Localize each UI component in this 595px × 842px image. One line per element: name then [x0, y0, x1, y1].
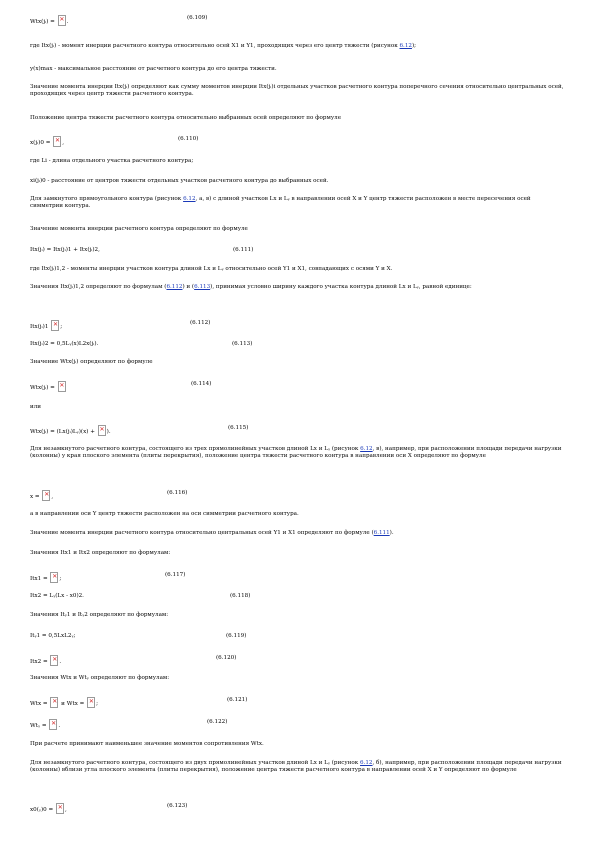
text-segment: . [66, 19, 69, 25]
text-line [30, 178, 328, 185]
text-line [30, 381, 550, 392]
text-line [30, 675, 169, 682]
text-segment: ; [59, 576, 62, 582]
text-line [30, 612, 168, 619]
text-segment: Для незамкнутого расчетного контура, состоящего из двух прямолинейных участков длиной Lx и Lᵧ (рисунок [30, 760, 361, 766]
text-segment: Значения Itx(jᵢ)1,2 определяют по формулам ( [30, 284, 167, 290]
equation-number: (6.113) [232, 341, 253, 347]
text-segment: где Itx(jᵢ) - момент инерции расчетного контура относительно осей X1 и Y1, проходящих через его центр тяжести (рисунок [30, 43, 400, 49]
equation-number: (6.114) [191, 381, 212, 387]
paragraph [30, 196, 565, 210]
text-segment: Itᵧ1 = 0,5LxL2ᵧ; [30, 633, 76, 639]
text-line [30, 158, 193, 165]
broken-image-icon [50, 655, 58, 666]
paragraph [30, 84, 565, 98]
text-segment: Значения Itᵧ1 и Itᵧ2 определяют по формулам: [30, 612, 169, 618]
text-segment: , а, в) с длиной участков Lx и Lᵧ в направлении осей X и Y центр тяжести расположен в месте пересечения осей симметрии контура. [30, 196, 531, 209]
text-segment: Itx(jᵢ)1 [30, 324, 51, 330]
equation-number: (6.119) [226, 633, 247, 639]
text-segment: и Wtx = [59, 701, 87, 707]
text-segment: Itx2 = Lᵧ(Lx - x0)2. [30, 593, 84, 599]
text-segment: ) и ( [182, 284, 195, 290]
text-segment: Значение момента инерции Itx(jᵢ) определяют как сумму моментов инерции Itx(jᵢ)i отдельных участков расчетного контура поперечного сечения относительно центральных осей, проходящих через центр тяжести расчетного контура. [30, 84, 564, 97]
text-line [30, 136, 550, 147]
text-line [30, 593, 550, 600]
text-line [30, 115, 341, 122]
equation-number: (6.110) [178, 136, 199, 142]
text-segment: Положение центра тяжести расчетного контура относительно выбранных осей определяют по формуле [30, 115, 342, 121]
text-segment: x = [30, 494, 42, 500]
text-segment: ). [389, 530, 394, 536]
text-segment: , в), например, при расположении площади передачи нагрузки (колонны) у края плоского элемента (плиты перекрытия), положение центра тяжести расчетного контура в направлении оси X определяют по формуле [30, 446, 562, 459]
text-segment: ). [106, 429, 111, 435]
text-line [30, 226, 248, 233]
text-segment: Значения Itx1 и Itx2 определяют по формулам: [30, 550, 171, 556]
text-segment: ), принимая условно ширину каждого участка контура длиной Lx и Lᵧ, равной единице: [210, 284, 472, 290]
text-segment: Значение момента инерции расчетного контура определяют по формуле [30, 226, 248, 232]
figure-reference-link[interactable]: 6.12 [399, 43, 412, 49]
text-line [30, 359, 153, 366]
figure-reference-link[interactable]: 6.112 [166, 284, 183, 290]
text-segment: ); [411, 43, 417, 49]
paragraph [30, 284, 565, 291]
broken-image-icon [53, 136, 61, 147]
broken-image-icon [42, 490, 50, 501]
text-segment: Wtx(jᵢ) = (Lx(jᵢ)Lᵧ)(x) + [30, 429, 97, 435]
text-line [30, 741, 264, 748]
broken-image-icon [87, 697, 95, 708]
text-segment: Itx1 = [30, 576, 50, 582]
text-line [30, 341, 550, 348]
figure-reference-link[interactable]: 6.12 [360, 446, 373, 452]
paragraph [30, 446, 565, 460]
text-line [30, 572, 550, 583]
text-segment: Itx(jᵢ)2 = 0,5Lᵧ(x)L2x(jᵢ). [30, 341, 99, 347]
text-segment: . [58, 723, 61, 729]
figure-reference-link[interactable]: 6.113 [194, 284, 211, 290]
text-segment: Wtx = [30, 701, 50, 707]
text-segment: , [51, 494, 54, 500]
broken-image-icon [51, 320, 59, 331]
equation-number: (6.122) [207, 719, 228, 725]
text-line [30, 655, 550, 666]
figure-reference-link[interactable]: 6.12 [183, 196, 196, 202]
text-segment: где Itx(jᵢ)1,2 - моменты инерции участков контура длиной Lx и Lᵧ относительно осей Y1 и X1, совпадающих с осями Y и X. [30, 266, 393, 272]
broken-image-icon [98, 425, 106, 436]
text-segment: а в направлении оси Y центр тяжести расположен на оси симметрии расчетного контура. [30, 511, 299, 517]
equation-number: (6.120) [216, 655, 237, 661]
text-line [30, 266, 392, 273]
broken-image-icon [56, 803, 64, 814]
text-segment: y(x)max - максимальное расстояние от расчетного контура до его центра тяжести. [30, 66, 277, 72]
text-segment: Wtx(jᵢ) = [30, 19, 57, 25]
figure-reference-link[interactable]: 6.12 [360, 760, 373, 766]
text-line [30, 719, 550, 730]
text-segment: ; [60, 324, 63, 330]
text-line [30, 633, 550, 640]
text-segment: где Li - длина отдельного участка расчетного контура; [30, 158, 194, 164]
equation-number: (6.121) [227, 697, 248, 703]
equation-number: (6.109) [187, 15, 208, 21]
text-segment: , [62, 140, 64, 146]
text-segment: xi(jᵢ)0 - расстояние от центров тяжести отдельных участков расчетного контура до выбранных осей. [30, 178, 329, 184]
paragraph [30, 760, 565, 774]
text-segment: x(jᵢ)0 = [30, 140, 53, 146]
text-segment: Значения Wtx и Wtᵧ определяют по формулам: [30, 675, 170, 681]
figure-reference-link[interactable]: 6.111 [373, 530, 390, 536]
text-line [30, 803, 550, 814]
equation-number: (6.111) [233, 247, 254, 253]
text-segment: . [59, 659, 62, 665]
text-line [30, 404, 41, 411]
text-line [30, 530, 394, 537]
text-segment: Для замкнутого прямоугольного контура (рисунок [30, 196, 184, 202]
equation-number: (6.115) [228, 425, 249, 431]
text-line [30, 425, 550, 436]
equation-number: (6.117) [165, 572, 186, 578]
broken-image-icon [50, 697, 58, 708]
text-line [30, 511, 299, 518]
text-segment: ; [96, 701, 98, 707]
equation-number: (6.118) [230, 593, 251, 599]
text-line [30, 247, 550, 254]
text-segment: Для незамкнутого расчетного контура, состоящего из трех прямолинейных участков длиной Lx и Lᵧ (рисунок [30, 446, 361, 452]
text-segment: , [65, 807, 67, 813]
text-line [30, 43, 416, 50]
text-segment: Itx2 = [30, 659, 50, 665]
equation-number: (6.116) [167, 490, 188, 496]
text-line [30, 490, 550, 501]
text-segment: Wtᵧ = [30, 723, 49, 729]
text-line [30, 697, 550, 708]
text-segment: Itx(jᵢ) = Itx(jᵢ)1 + Itx(jᵢ)2, [30, 247, 100, 253]
text-segment: При расчете принимают наименьшее значение моментов сопротивления Wtx. [30, 741, 264, 747]
equation-number: (6.112) [190, 320, 211, 326]
text-line [30, 15, 550, 26]
text-segment: x0(ᵧ)0 = [30, 807, 55, 813]
text-segment: Значение момента инерции расчетного контура относительно центральных осей Y1 и X1 определяют по формуле ( [30, 530, 374, 536]
broken-image-icon [58, 15, 66, 26]
text-segment: или [30, 404, 42, 410]
text-segment: Значение Wtx(jᵢ) определяют по формуле [30, 359, 153, 365]
broken-image-icon [58, 381, 66, 392]
text-line [30, 550, 170, 557]
text-segment: , б), например, при расположении площади передачи нагрузки (колонны) вблизи угла плоского элемента (плиты перекрытия), положение центра тяжести расчетного контура в направлении осей X и Y определяют по формуле [30, 760, 562, 773]
text-line [30, 320, 550, 331]
broken-image-icon [50, 572, 58, 583]
equation-number: (6.123) [167, 803, 188, 809]
broken-image-icon [49, 719, 57, 730]
text-segment: Wtx(jᵢ) = [30, 385, 57, 391]
text-line [30, 66, 277, 73]
